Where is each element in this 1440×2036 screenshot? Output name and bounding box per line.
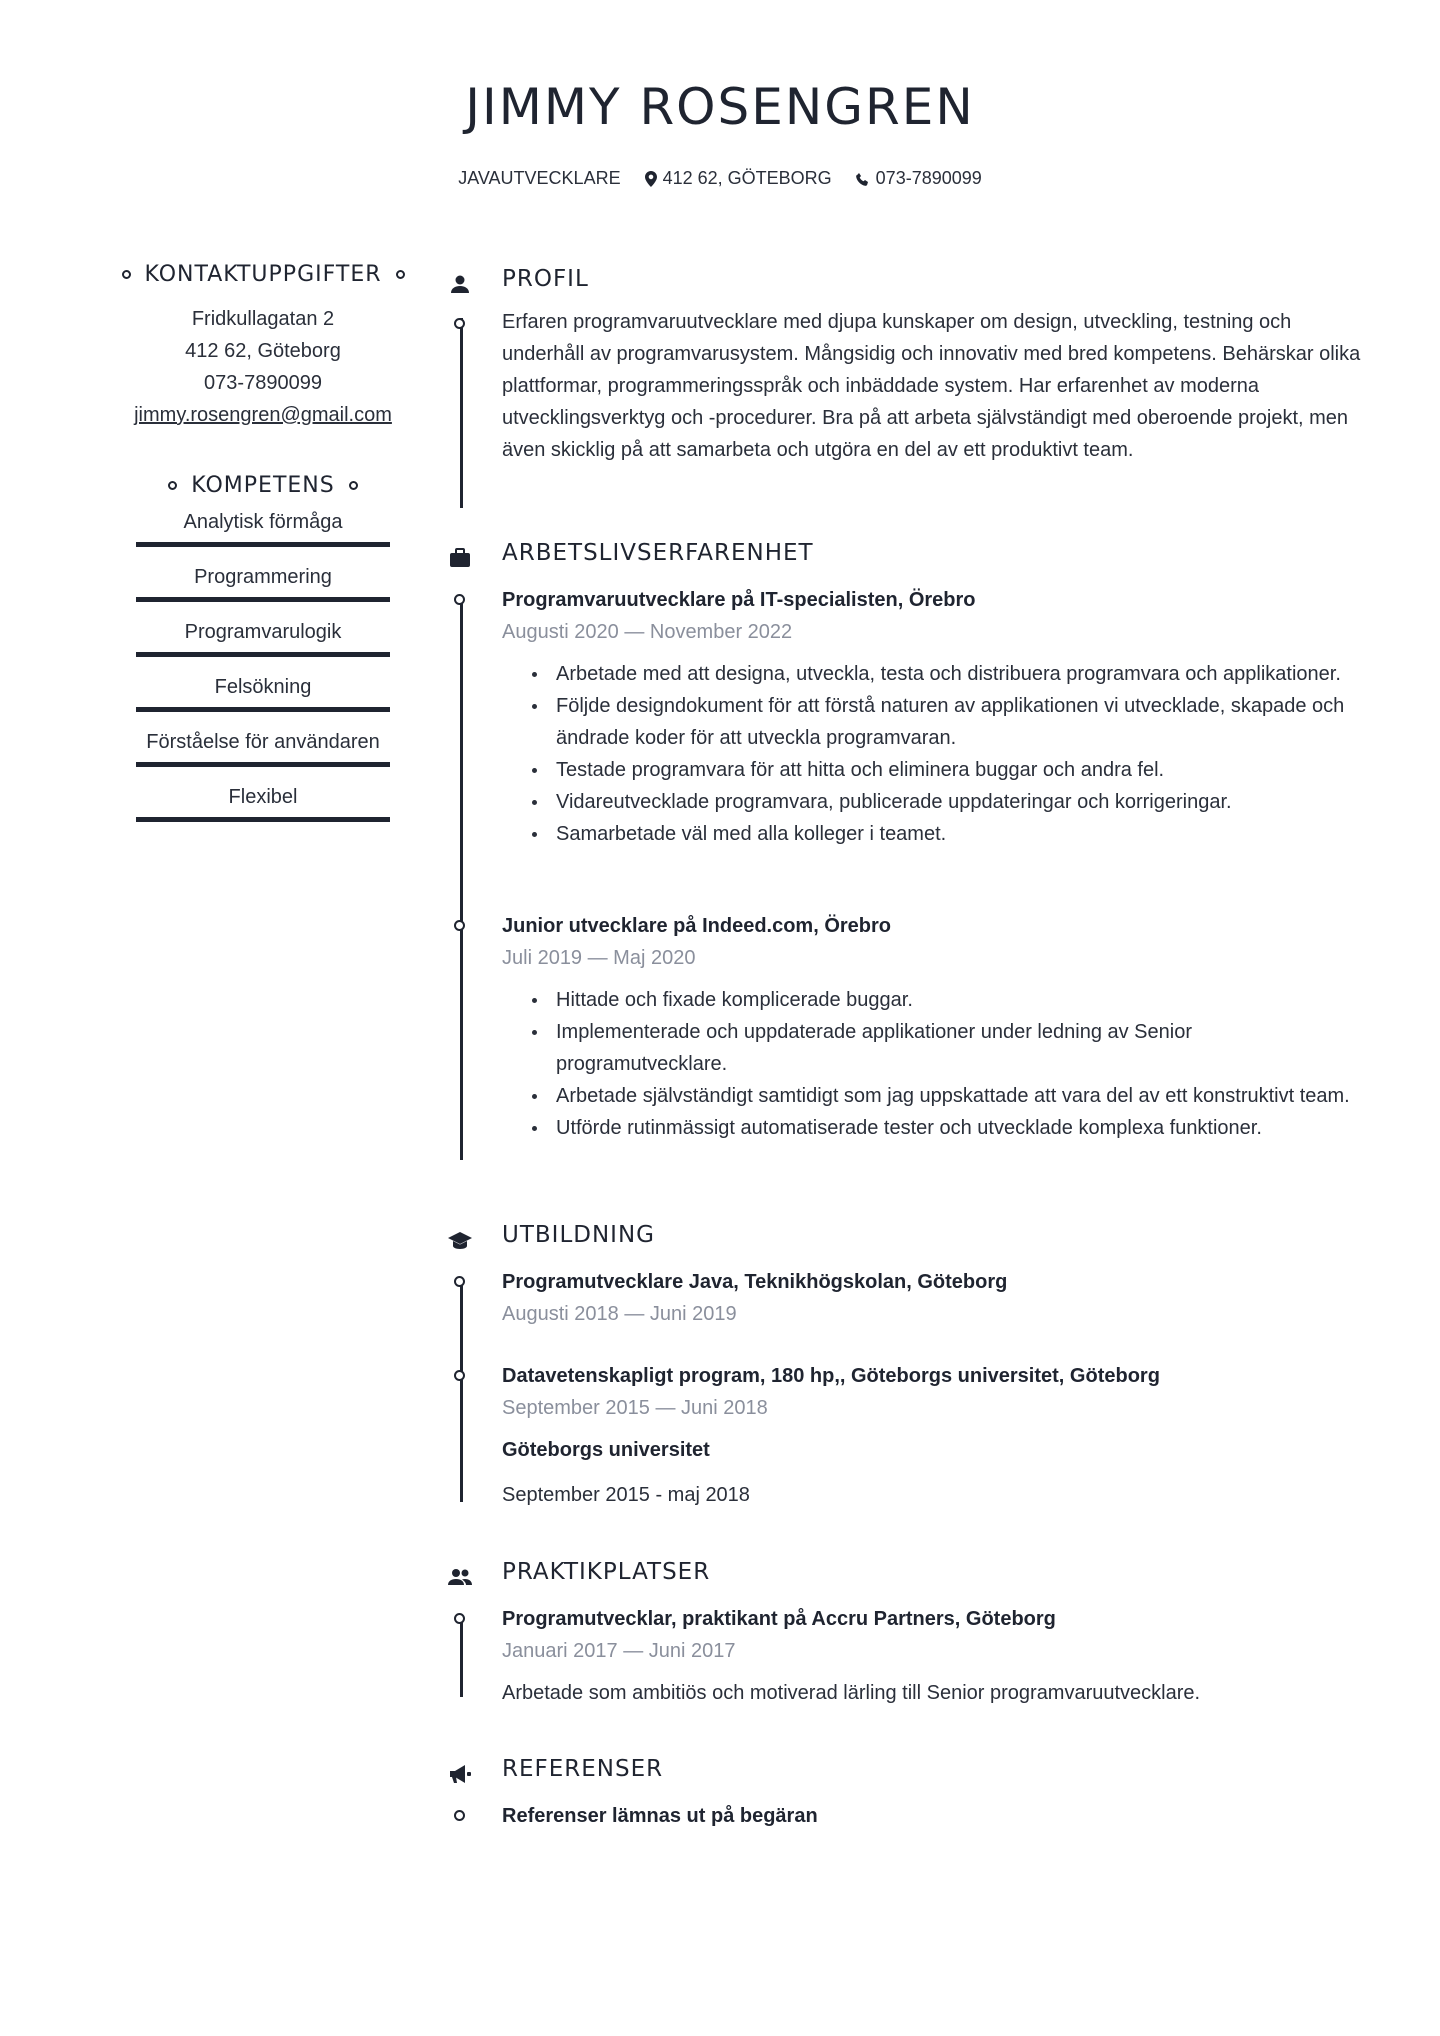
internships-heading: PRAKTIKPLATSER (502, 1559, 711, 1585)
list-item: Arbetade med att designa, utveckla, testa och distribuera programvara och applikationer. (502, 658, 1362, 690)
job-bullets (502, 658, 1362, 850)
ring-bullet-icon (168, 481, 177, 490)
job-title (458, 168, 620, 189)
header-phone (856, 168, 982, 189)
contact-heading-text: KONTAKTUPPGIFTER (144, 262, 382, 287)
education-school: Göteborgs universitet (502, 1439, 710, 1461)
education-dates: September 2015 — Juni 2018 (502, 1397, 768, 1419)
ring-bullet-icon (122, 270, 131, 279)
job-title-text: JAVAUTVECKLARE (458, 168, 621, 188)
job-dates: Augusti 2020 — November 2022 (502, 621, 793, 643)
education-heading: UTBILDNING (502, 1222, 655, 1248)
timeline-dot (454, 920, 465, 931)
list-item: Implementerade och uppdaterade applikationer under ledning av Senior programutvecklare. (502, 1016, 1362, 1080)
person-icon (448, 272, 472, 296)
briefcase-icon (448, 546, 472, 570)
profile-text: Erfaren programvaruutvecklare med djupa kunskaper om design, utveckling, testning och underhåll av programvarusystem. Mångsidig och innovativ med bred kompetens. Behärskar olika plattformar, programmeringsspråk och inbäddade system. Har erfarenhet av moderna utvecklingsverktyg och -procedurer. Bra på att arbeta självständigt med oberoende projekt, men även skicklig på att samarbeta och utgöra en del av ett produktivt team. (502, 311, 1361, 461)
phone-text: 073-7890099 (875, 168, 982, 188)
location-text: 412 62, GÖTEBORG (662, 168, 832, 188)
job-title: Junior utvecklare på Indeed.com, Örebro (502, 915, 892, 937)
internship-title: Programutvecklar, praktikant på Accru Partners, Göteborg (502, 1608, 1056, 1630)
list-item: Följde designdokument för att förstå naturen av applikationen vi utvecklade, skapade och ändrade koder för att utveckla programvaran. (502, 690, 1362, 754)
header-location (645, 168, 832, 189)
list-item: Hittade och fixade komplicerade buggar. (502, 984, 1362, 1016)
education-dates: Augusti 2018 — Juni 2019 (502, 1303, 737, 1325)
ring-bullet-icon (396, 270, 405, 279)
left-column (110, 262, 416, 840)
job-dates: Juli 2019 — Maj 2020 (502, 947, 696, 969)
education-title: Datavetenskapligt program, 180 hp,, Göteborgs universitet, Göteborg (502, 1365, 1160, 1387)
graduation-cap-icon (448, 1228, 472, 1252)
timeline-dot (454, 318, 465, 329)
header-subline (0, 168, 1440, 189)
contact-street: Fridkullagatan 2 (191, 308, 335, 330)
skill-item: Analytisk förmåga (136, 510, 390, 547)
skill-item: Programvarulogik (136, 620, 390, 657)
phone-icon (856, 172, 870, 186)
candidate-name: JIMMY ROSENGREN (465, 78, 975, 136)
contact-details (110, 303, 416, 431)
job-bullets (502, 984, 1362, 1144)
internship-text: Arbetade som ambitiös och motiverad lärling till Senior programvaruutvecklare. (502, 1682, 1201, 1704)
experience-heading: ARBETSLIVSERFARENHET (502, 540, 814, 566)
timeline-dot (454, 594, 465, 605)
timeline-dot (454, 1276, 465, 1287)
references-heading: REFERENSER (502, 1756, 664, 1782)
contact-email-link[interactable]: jimmy.rosengren@gmail.com (134, 404, 392, 426)
timeline-dot (454, 1370, 465, 1381)
contact-phone: 073-7890099 (204, 372, 322, 394)
education-title: Programutvecklare Java, Teknikhögskolan, Göteborg (502, 1271, 1008, 1293)
contact-city: 412 62, Göteborg (185, 340, 341, 362)
skill-item: Programmering (136, 565, 390, 602)
list-item: Vidareutvecklade programvara, publicerade uppdateringar och korrigeringar. (502, 786, 1362, 818)
skill-item: Förståelse för användaren (136, 730, 390, 767)
profile-heading: PROFIL (502, 266, 589, 292)
education-period: September 2015 - maj 2018 (502, 1484, 750, 1506)
skills-heading (110, 473, 416, 498)
skill-item: Flexibel (136, 785, 390, 822)
ring-bullet-icon (349, 481, 358, 490)
internship-dates: Januari 2017 — Juni 2017 (502, 1640, 736, 1662)
skill-item: Felsökning (136, 675, 390, 712)
timeline-dot (454, 1613, 465, 1624)
contact-heading (110, 262, 416, 287)
job-title: Programvaruutvecklare på IT-specialisten, Örebro (502, 589, 976, 611)
location-pin-icon (645, 171, 657, 187)
list-item: Utförde rutinmässigt automatiserade tester och utvecklade komplexa funktioner. (502, 1112, 1362, 1144)
timeline-line (460, 1282, 463, 1502)
megaphone-icon (448, 1762, 472, 1786)
timeline-line (460, 600, 463, 1160)
list-item: Samarbetade väl med alla kolleger i teamet. (502, 818, 1362, 850)
skills-heading-text: KOMPETENS (191, 473, 335, 498)
references-text: Referenser lämnas ut på begäran (502, 1805, 818, 1827)
timeline-dot (454, 1810, 465, 1821)
timeline-line (460, 1619, 463, 1697)
people-icon (448, 1565, 472, 1589)
list-item: Testade programvara för att hitta och eliminera buggar och andra fel. (502, 754, 1362, 786)
skills-list (110, 510, 416, 822)
timeline-line (460, 318, 463, 508)
list-item: Arbetade självständigt samtidigt som jag uppskattade att vara del av ett konstruktivt team. (502, 1080, 1362, 1112)
